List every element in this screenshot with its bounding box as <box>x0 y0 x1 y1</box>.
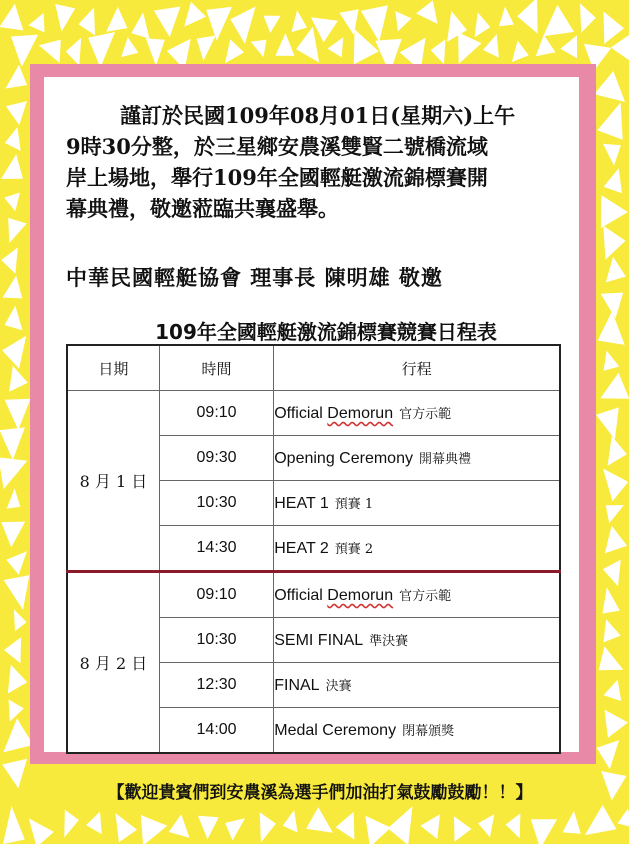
triangle-decoration <box>328 37 344 57</box>
row-time: 09:30 <box>159 436 273 481</box>
event-en: Official <box>274 405 328 422</box>
triangle-decoration <box>66 38 81 66</box>
row-time: 10:30 <box>159 618 273 663</box>
triangle-decoration <box>618 809 629 829</box>
row-time: 09:10 <box>159 391 273 436</box>
triangle-decoration <box>605 526 627 554</box>
triangle-decoration <box>7 488 21 508</box>
triangle-decoration <box>388 806 413 844</box>
triangle-decoration <box>506 813 521 838</box>
triangle-decoration <box>596 407 619 439</box>
triangle-decoration <box>608 436 627 466</box>
triangle-decoration <box>1 248 18 274</box>
triangle-decoration <box>2 759 27 788</box>
triangle-decoration <box>184 2 206 27</box>
event-zh: 官方示範 <box>399 589 452 604</box>
row-event <box>274 663 560 708</box>
triangle-decoration <box>604 12 624 44</box>
triangle-decoration <box>605 710 629 738</box>
triangle-decoration <box>336 812 355 840</box>
row-time: 10:30 <box>159 481 273 526</box>
triangle-decoration <box>29 13 45 32</box>
triangle-decoration <box>604 351 620 371</box>
triangle-decoration <box>8 665 27 694</box>
triangle-decoration <box>251 40 267 57</box>
event-zh: 官方示範 <box>399 407 452 422</box>
triangle-decoration <box>206 7 232 41</box>
event-en: SEMI FINAL <box>274 632 364 649</box>
welcome-banner: 【歡迎貴賓們到安農溪為選手們加油打氣鼓勵鼓勵！！】 <box>107 783 533 803</box>
triangle-decoration <box>603 144 621 166</box>
event-zh: 準決賽 <box>369 634 409 649</box>
triangle-decoration <box>131 12 149 38</box>
schedule-table <box>66 344 561 754</box>
triangle-decoration <box>169 814 190 838</box>
triangle-decoration <box>1 154 23 179</box>
triangle-decoration <box>9 699 24 721</box>
event-zh: 決賽 <box>325 679 352 694</box>
triangle-decoration <box>6 551 27 575</box>
triangle-decoration <box>39 40 61 63</box>
triangle-decoration <box>3 806 25 844</box>
row-time: 14:30 <box>159 526 273 572</box>
triangle-decoration <box>86 812 102 835</box>
signature-line: 中華民國輕艇協會 理事長 陳明雄 敬邀 <box>66 265 443 290</box>
row-event <box>274 572 560 618</box>
triangle-decoration <box>536 35 556 57</box>
triangle-decoration <box>458 32 481 64</box>
triangle-decoration <box>3 276 23 299</box>
triangle-decoration <box>11 35 38 67</box>
triangle-decoration <box>603 560 621 587</box>
event-en: Medal Ceremony <box>274 722 397 739</box>
triangle-decoration <box>0 457 27 489</box>
triangle-decoration <box>4 193 20 212</box>
triangle-decoration <box>499 7 514 27</box>
triangle-decoration <box>431 39 446 64</box>
triangle-decoration <box>55 4 75 32</box>
invitation-line-2: 9時30分整，於三星鄉安農溪雙賢二號橋流域 <box>66 134 488 159</box>
triangle-decoration <box>154 7 181 38</box>
triangle-decoration <box>6 101 27 125</box>
header-time: 時間 <box>159 345 273 391</box>
event-en: FINAL <box>274 677 320 694</box>
row-event <box>274 436 560 481</box>
triangle-decoration <box>606 257 626 283</box>
day2-date: 8 月 2 日 <box>67 572 159 754</box>
event-en: Official <box>274 587 328 604</box>
event-demorun: Demorun <box>327 405 394 422</box>
row-time: 12:30 <box>159 663 273 708</box>
row-time: 09:10 <box>159 572 273 618</box>
triangle-decoration <box>275 33 294 56</box>
triangle-decoration <box>225 818 245 840</box>
triangle-decoration <box>4 637 21 663</box>
event-en: HEAT 1 <box>274 495 329 512</box>
triangle-decoration <box>115 813 137 842</box>
triangle-decoration <box>311 17 338 42</box>
triangle-decoration <box>603 587 620 613</box>
triangle-decoration <box>361 5 388 42</box>
triangle-decoration <box>0 427 25 460</box>
day1-date: 8 月 1 日 <box>67 391 159 572</box>
triangle-decoration <box>454 816 471 842</box>
triangle-decoration <box>395 11 411 31</box>
triangle-decoration <box>296 27 319 63</box>
triangle-decoration <box>29 818 54 844</box>
header-date: 日期 <box>67 345 159 391</box>
triangle-decoration <box>6 65 28 89</box>
triangle-decoration <box>5 127 21 151</box>
triangle-decoration <box>121 37 138 57</box>
triangle-decoration <box>598 311 625 345</box>
triangle-decoration <box>230 7 255 44</box>
triangle-decoration <box>597 103 622 140</box>
triangle-decoration <box>292 10 308 32</box>
event-zh: 閉幕頒獎 <box>402 724 455 739</box>
triangle-decoration <box>1 522 25 548</box>
triangle-decoration <box>106 7 127 32</box>
triangle-decoration <box>601 771 626 800</box>
table-row <box>67 391 560 436</box>
triangle-decoration <box>597 740 619 769</box>
triangle-decoration <box>604 680 622 701</box>
triangle-decoration <box>3 718 33 752</box>
triangle-decoration <box>599 646 624 670</box>
triangle-decoration <box>306 807 333 833</box>
triangle-decoration <box>594 71 625 102</box>
triangle-decoration <box>8 218 27 243</box>
triangle-decoration <box>146 38 165 65</box>
invitation-line-1: 謹訂於民國109年08月01日(星期六)上午 <box>120 103 516 128</box>
triangle-decoration <box>141 815 168 844</box>
event-zh: 預賽 1 <box>334 497 374 512</box>
invitation-line-3: 岸上場地，舉行109年全國輕艇激流錦標賽開 <box>66 165 488 190</box>
event-zh: 開幕典禮 <box>418 452 471 467</box>
triangle-decoration <box>603 619 620 642</box>
schedule-title: 109年全國輕艇激流錦標賽競賽日程表 <box>155 320 497 344</box>
triangle-decoration <box>475 12 491 37</box>
triangle-decoration <box>197 36 216 61</box>
triangle-decoration <box>365 816 391 844</box>
triangle-decoration <box>604 168 622 193</box>
triangle-decoration <box>0 4 23 31</box>
event-demorun: Demorun <box>327 587 394 604</box>
triangle-decoration <box>543 5 574 36</box>
triangle-decoration <box>517 0 537 34</box>
triangle-decoration <box>531 819 557 844</box>
triangle-decoration <box>225 39 244 63</box>
triangle-decoration <box>416 1 438 24</box>
triangle-decoration <box>483 34 499 57</box>
triangle-decoration <box>560 35 577 58</box>
triangle-decoration <box>64 810 79 838</box>
triangle-decoration <box>283 810 298 833</box>
triangle-decoration <box>600 373 629 399</box>
event-zh: 預賽 2 <box>334 542 374 557</box>
event-en: HEAT 2 <box>274 540 329 557</box>
triangle-decoration <box>14 609 27 631</box>
triangle-decoration <box>260 812 276 842</box>
triangle-decoration <box>601 195 628 228</box>
triangle-decoration <box>512 41 529 63</box>
row-event <box>274 391 560 436</box>
triangle-decoration <box>5 399 31 430</box>
triangle-decoration <box>4 575 30 610</box>
triangle-decoration <box>585 805 617 835</box>
row-time: 14:00 <box>159 708 273 754</box>
row-event <box>274 618 560 663</box>
triangle-decoration <box>5 306 23 331</box>
triangle-decoration <box>79 7 96 35</box>
triangle-decoration <box>88 32 115 68</box>
triangle-decoration <box>478 814 494 837</box>
triangle-decoration <box>2 336 26 369</box>
event-en: Opening Ceremony <box>274 450 413 467</box>
triangle-decoration <box>264 16 281 33</box>
triangle-decoration <box>611 34 629 60</box>
invitation-line-4: 幕典禮，敬邀蒞臨共襄盛舉。 <box>66 196 339 221</box>
triangle-decoration <box>606 505 624 523</box>
invitation-text <box>66 100 586 224</box>
triangle-decoration <box>9 366 28 392</box>
row-event <box>274 481 560 526</box>
table-row <box>67 572 560 618</box>
triangle-decoration <box>580 3 596 32</box>
row-event <box>274 708 560 754</box>
row-event <box>274 526 560 572</box>
triangle-decoration <box>563 811 581 834</box>
triangle-decoration <box>198 816 219 840</box>
table-header-row <box>67 345 560 391</box>
header-itinerary: 行程 <box>274 345 560 391</box>
triangle-decoration <box>603 226 625 260</box>
triangle-decoration <box>420 814 440 839</box>
triangle-decoration <box>603 469 628 502</box>
